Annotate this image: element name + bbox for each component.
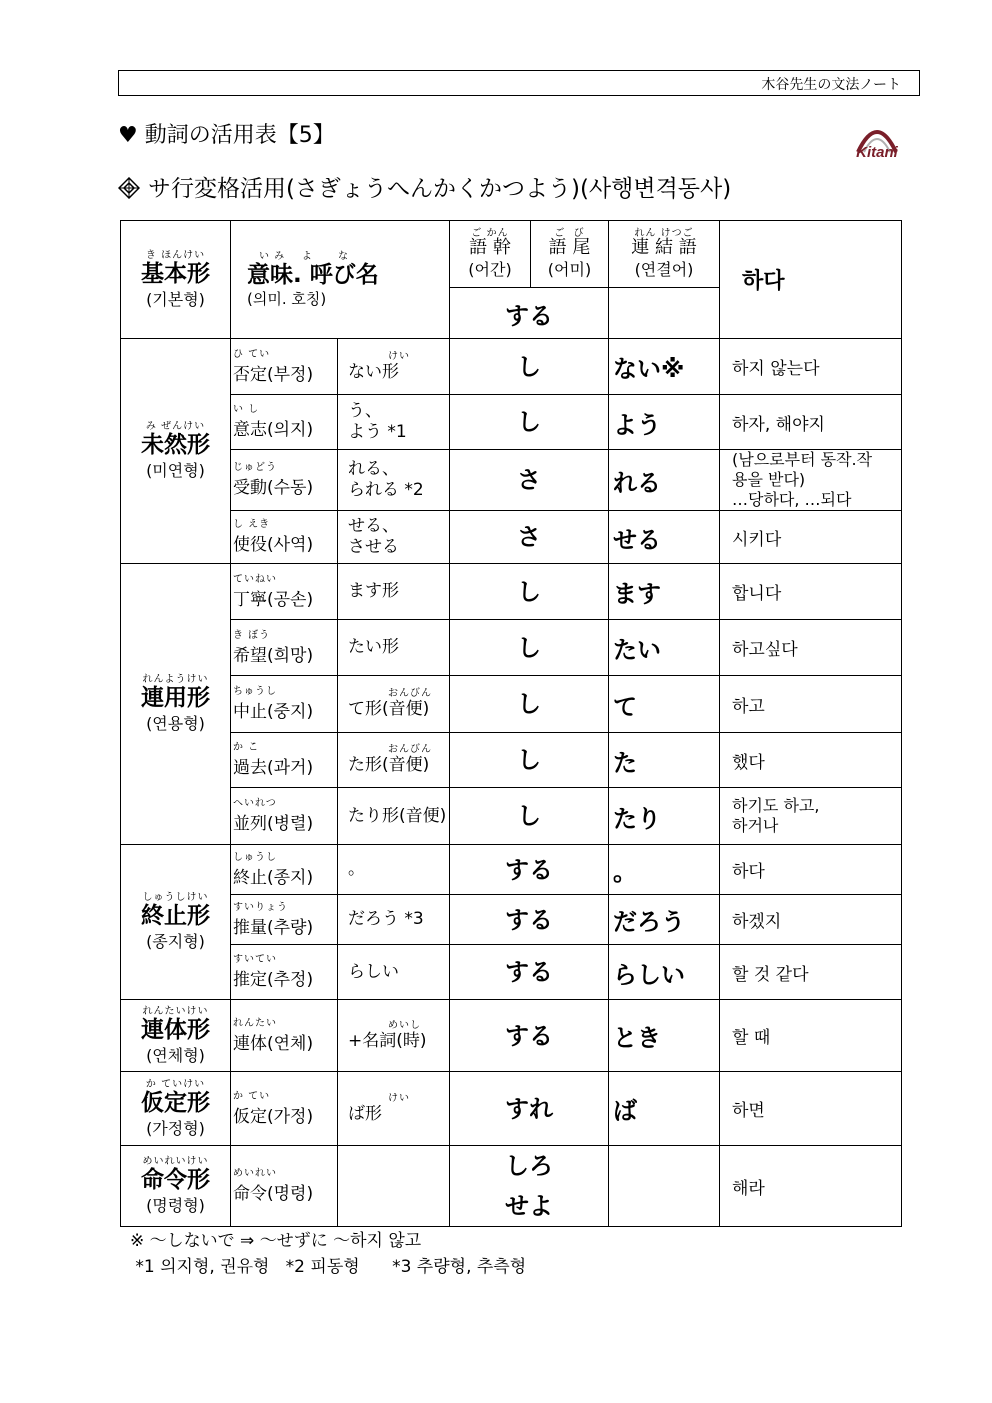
note-1: ※ ～しないで ⇒ ～せずに ～하지 않고 bbox=[130, 1231, 422, 1251]
header-basic: き ほんけい 基本形 (기본형) bbox=[121, 221, 231, 339]
form-cell: れる、 られる *2 bbox=[338, 450, 450, 511]
form-name: しゅうしけい 終止形 (종지형) bbox=[121, 845, 231, 1000]
stem-cell: する bbox=[450, 1000, 609, 1072]
meaning-cell: れんたい 連体(연체) bbox=[231, 1000, 338, 1072]
stem-cell: さ bbox=[450, 450, 609, 511]
stem-cell: し bbox=[450, 733, 609, 788]
form-name: か ていけい 仮定形 (가정형) bbox=[121, 1072, 231, 1146]
table-row bbox=[121, 1072, 902, 1146]
ending-cell: て bbox=[609, 676, 720, 733]
table-row bbox=[121, 395, 902, 450]
meaning-cell: めいれい 命令(명령) bbox=[231, 1146, 338, 1227]
meaning-cell: すいりょう 推量(추량) bbox=[231, 895, 338, 945]
header-ending: ご び 語 尾 (어미) bbox=[531, 221, 609, 288]
ending-cell: たり bbox=[609, 788, 720, 845]
korean-cell: 하면 bbox=[720, 1072, 902, 1146]
meaning-cell: ひ てい 否定(부정) bbox=[231, 339, 338, 395]
stem-cell: すれ bbox=[450, 1072, 609, 1146]
meaning-cell: い し 意志(의지) bbox=[231, 395, 338, 450]
form-cell: めいし +名詞(時) bbox=[338, 1000, 450, 1072]
ending-cell bbox=[609, 1146, 720, 1227]
table-row bbox=[121, 1000, 902, 1072]
stem-cell: し bbox=[450, 620, 609, 676]
header-conn: れん けつご 連 結 語 (연결어) bbox=[609, 221, 720, 288]
stem-cell: し bbox=[450, 339, 609, 395]
korean-cell: 했다 bbox=[720, 733, 902, 788]
form-cell: らしい bbox=[338, 945, 450, 1000]
korean-cell: 해라 bbox=[720, 1146, 902, 1227]
form-cell: ます形 bbox=[338, 564, 450, 620]
table-row bbox=[121, 895, 902, 945]
korean-cell: 하겠지 bbox=[720, 895, 902, 945]
diamond-icon bbox=[118, 177, 140, 199]
page-header bbox=[118, 70, 920, 96]
korean-cell: 합니다 bbox=[720, 564, 902, 620]
table-row bbox=[121, 339, 902, 395]
meaning-cell: ちゅうし 中止(중지) bbox=[231, 676, 338, 733]
stem-cell: し bbox=[450, 676, 609, 733]
ending-cell: 。 bbox=[609, 845, 720, 895]
korean-cell: 시키다 bbox=[720, 511, 902, 564]
stem-cell: する bbox=[450, 945, 609, 1000]
korean-cell: 할 것 같다 bbox=[720, 945, 902, 1000]
form-name: れんたいけい 連体形 (연체형) bbox=[121, 1000, 231, 1072]
form-cell: う、 よう *1 bbox=[338, 395, 450, 450]
kitani-logo bbox=[852, 118, 902, 162]
table-row bbox=[121, 733, 902, 788]
korean-cell: 하자, 해야지 bbox=[720, 395, 902, 450]
ending-cell: たい bbox=[609, 620, 720, 676]
header-empty bbox=[609, 288, 720, 339]
header-verb-jp: する bbox=[450, 288, 609, 339]
table-row bbox=[121, 676, 902, 733]
form-cell: たい形 bbox=[338, 620, 450, 676]
stem-cell: し bbox=[450, 564, 609, 620]
meaning-cell: き ぼう 希望(희망) bbox=[231, 620, 338, 676]
korean-cell: 하지 않는다 bbox=[720, 339, 902, 395]
table-row bbox=[121, 620, 902, 676]
korean-cell: 하고싶다 bbox=[720, 620, 902, 676]
ending-cell: らしい bbox=[609, 945, 720, 1000]
meaning-cell: ていねい 丁寧(공손) bbox=[231, 564, 338, 620]
stem-cell: し bbox=[450, 788, 609, 845]
table-row bbox=[121, 845, 902, 895]
korean-cell: 하기도 하고, 하거나 bbox=[720, 788, 902, 845]
form-cell: けい ば形 bbox=[338, 1072, 450, 1146]
ending-cell: ない※ bbox=[609, 339, 720, 395]
form-cell: だろう *3 bbox=[338, 895, 450, 945]
ending-cell: ます bbox=[609, 564, 720, 620]
section-title bbox=[118, 170, 731, 203]
header-stem: ご かん 語 幹 (어간) bbox=[450, 221, 531, 288]
korean-cell: (남으로부터 동작.작 용을 받다) …당하다, …되다 bbox=[720, 450, 902, 511]
section-title-text: サ行変格活用(さぎょうへんかくかつよう)(사행변격동사) bbox=[148, 176, 732, 202]
form-cell: けい ない形 bbox=[338, 339, 450, 395]
table-row bbox=[121, 788, 902, 845]
table-row bbox=[121, 1146, 902, 1227]
ending-cell: よう bbox=[609, 395, 720, 450]
ending-cell: た bbox=[609, 733, 720, 788]
form-name: めいれいけい 命令形 (명령형) bbox=[121, 1146, 231, 1227]
meaning-cell: し えき 使役(사역) bbox=[231, 511, 338, 564]
ending-cell: れる bbox=[609, 450, 720, 511]
meaning-cell: しゅうし 終止(종지) bbox=[231, 845, 338, 895]
header-text: 木谷先生の文法ノート bbox=[761, 77, 901, 93]
form-cell bbox=[338, 1146, 450, 1227]
logo-text: Kitani bbox=[856, 144, 898, 161]
korean-cell: 하다 bbox=[720, 845, 902, 895]
header-verb-ko: 하다 bbox=[720, 221, 902, 339]
table-row bbox=[121, 945, 902, 1000]
stem-cell: する bbox=[450, 895, 609, 945]
meaning-cell: へいれつ 並列(병렬) bbox=[231, 788, 338, 845]
table-row bbox=[121, 564, 902, 620]
stem-cell: しろ せよ bbox=[450, 1146, 609, 1227]
form-cell: せる、 させる bbox=[338, 511, 450, 564]
ending-cell: せる bbox=[609, 511, 720, 564]
form-name: れんようけい 連用形 (연용형) bbox=[121, 564, 231, 845]
header-meaning: い み よ な 意味. 呼び名 (의미. 호칭) bbox=[231, 221, 450, 339]
conjugation-table bbox=[120, 220, 902, 1227]
korean-cell: 하고 bbox=[720, 676, 902, 733]
meaning-cell: か こ 過去(과거) bbox=[231, 733, 338, 788]
note-2: *1 의지형, 권유형 *2 피동형 *3 추량형, 추측형 bbox=[130, 1257, 527, 1277]
ending-cell: だろう bbox=[609, 895, 720, 945]
stem-cell: する bbox=[450, 845, 609, 895]
form-cell: たり形(音便) bbox=[338, 788, 450, 845]
meaning-cell: すいてい 推定(추정) bbox=[231, 945, 338, 1000]
form-name: み ぜんけい 未然形 (미연형) bbox=[121, 339, 231, 564]
meaning-cell: か てい 仮定(가정) bbox=[231, 1072, 338, 1146]
stem-cell: し bbox=[450, 395, 609, 450]
korean-cell: 할 때 bbox=[720, 1000, 902, 1072]
ending-cell: ば bbox=[609, 1072, 720, 1146]
table-row bbox=[121, 450, 902, 511]
meaning-cell: じゅどう 受動(수동) bbox=[231, 450, 338, 511]
page-title: ♥ 動詞の活用表【5】 bbox=[118, 123, 335, 148]
form-cell: おんびん た形(音便) bbox=[338, 733, 450, 788]
form-cell: おんびん て形(音便) bbox=[338, 676, 450, 733]
form-cell: 。 bbox=[338, 845, 450, 895]
table-row bbox=[121, 511, 902, 564]
stem-cell: さ bbox=[450, 511, 609, 564]
ending-cell: とき bbox=[609, 1000, 720, 1072]
